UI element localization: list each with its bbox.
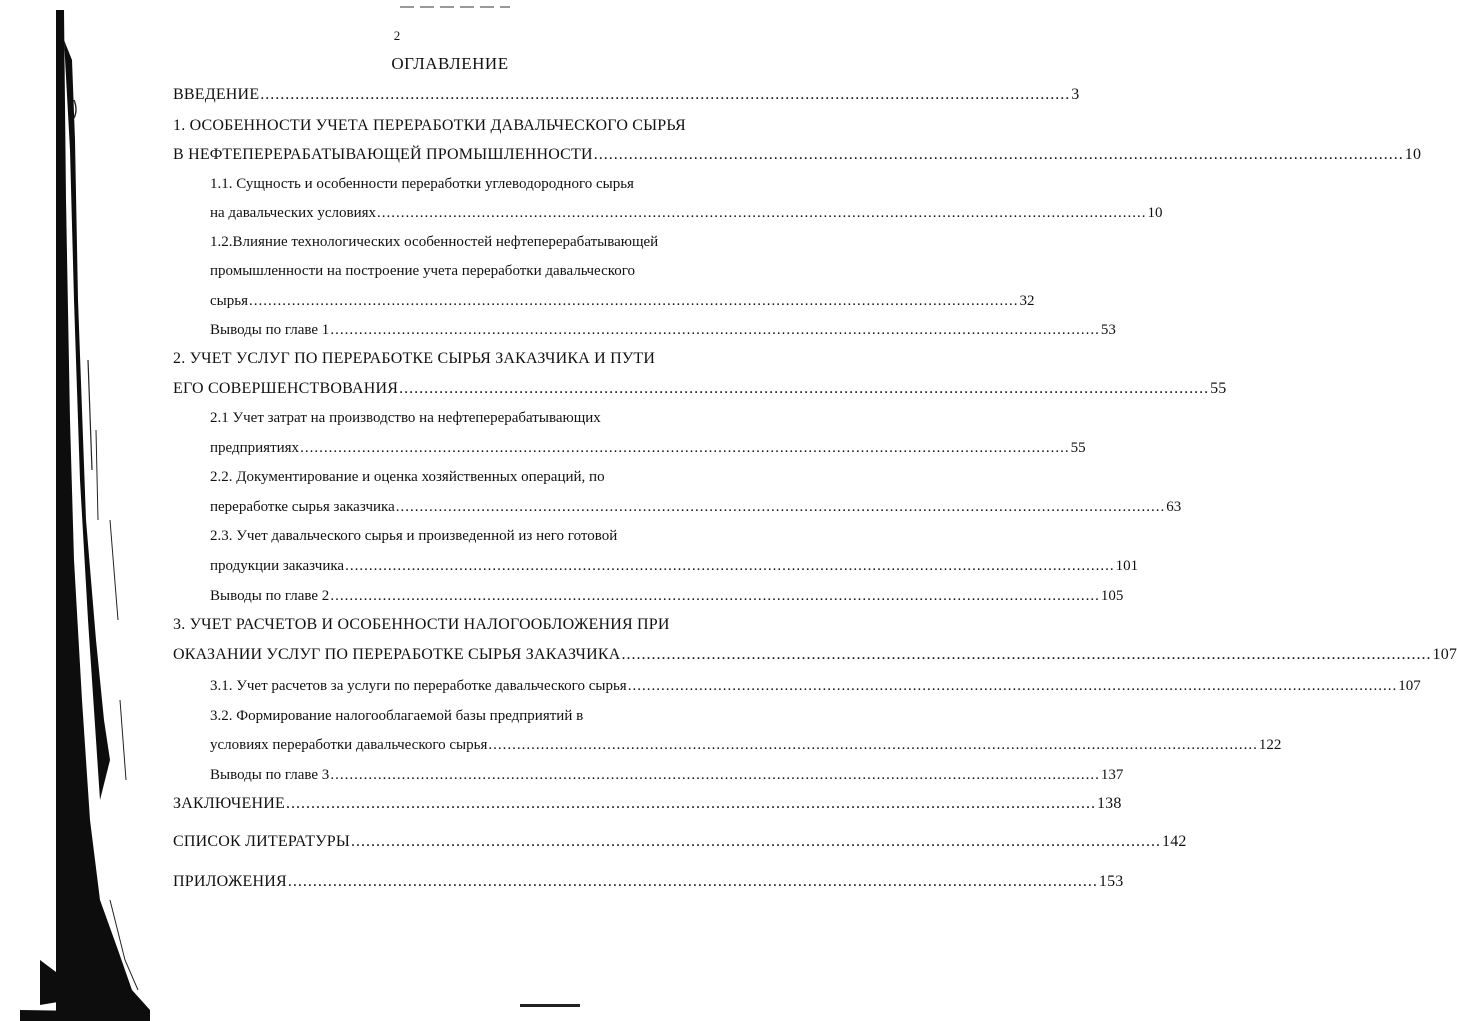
toc-entry: ПРИЛОЖЕНИЯ .................................................................................................................................................................. 153: [173, 873, 1124, 890]
toc-entry: на давальческих условиях .................................................................................................................................................................. 10: [210, 205, 1163, 221]
toc-entry: Выводы по главе 2 .................................................................................................................................................................. 105: [210, 588, 1124, 604]
toc-entry: переработке сырья заказчика .................................................................................................................................................................. 63: [210, 499, 1182, 515]
toc-entry: ОКАЗАНИИ УСЛУГ ПО ПЕРЕРАБОТКЕ СЫРЬЯ ЗАКАЗЧИКА .................................................................................................................................................................. 107: [173, 646, 1457, 663]
toc-entry: сырья .................................................................................................................................................................. 32: [210, 293, 1035, 309]
toc-entry: 1. ОСОБЕННОСТИ УЧЕТА ПЕРЕРАБОТКИ ДАВАЛЬЧЕСКОГО СЫРЬЯ: [173, 117, 686, 134]
toc-entry: Выводы по главе 1 .................................................................................................................................................................. 53: [210, 322, 1116, 338]
toc-entry: 2.3. Учет давальческого сырья и произведенной из него готовой: [210, 528, 618, 544]
toc-entry: ЗАКЛЮЧЕНИЕ .................................................................................................................................................................. 138: [173, 795, 1122, 812]
page-number: 2: [393, 28, 401, 43]
toc-entry: 3.1. Учет расчетов за услуги по переработке давальческого сырья .................................................................................................................................................................. 107: [210, 678, 1421, 694]
toc-entry: СПИСОК ЛИТЕРАТУРЫ .................................................................................................................................................................. 142: [173, 833, 1187, 850]
toc-title: ОГЛАВЛЕНИЕ: [391, 54, 509, 73]
toc-entry: 3.2. Формирование налогооблагаемой базы предприятий в: [210, 708, 584, 724]
toc-entry: 1.1. Сущность и особенности переработки углеводородного сырья: [210, 176, 634, 192]
toc-entry: предприятиях .................................................................................................................................................................. 55: [210, 440, 1086, 456]
toc-entry: ВВЕДЕНИЕ .................................................................................................................................................................. 3: [173, 86, 1080, 103]
toc-entry: ЕГО СОВЕРШЕНСТВОВАНИЯ .................................................................................................................................................................. 55: [173, 380, 1227, 397]
toc-entry: 1.2.Влияние технологических особенностей нефтеперерабатывающей: [210, 234, 659, 250]
toc-entry: продукции заказчика .................................................................................................................................................................. 101: [210, 558, 1139, 574]
toc-entry: условиях переработки давальческого сырья .................................................................................................................................................................. 122: [210, 737, 1282, 753]
toc-entry: Выводы по главе 3 .................................................................................................................................................................. 137: [210, 767, 1124, 783]
toc-entry: 2. УЧЕТ УСЛУГ ПО ПЕРЕРАБОТКЕ СЫРЬЯ ЗАКАЗЧИКА И ПУТИ: [173, 350, 656, 367]
toc-entry: В НЕФТЕПЕРЕРАБАТЫВАЮЩЕЙ ПРОМЫШЛЕННОСТИ .................................................................................................................................................................. 10: [173, 146, 1422, 163]
toc-entry: 2.1 Учет затрат на производство на нефтеперерабатывающих: [210, 410, 601, 426]
toc-entry: 3. УЧЕТ РАСЧЕТОВ И ОСОБЕННОСТИ НАЛОГООБЛОЖЕНИЯ ПРИ: [173, 616, 670, 633]
toc-entry: 2.2. Документирование и оценка хозяйственных операций, по: [210, 469, 605, 485]
toc-entry: промышленности на построение учета переработки давальческого: [210, 263, 636, 279]
